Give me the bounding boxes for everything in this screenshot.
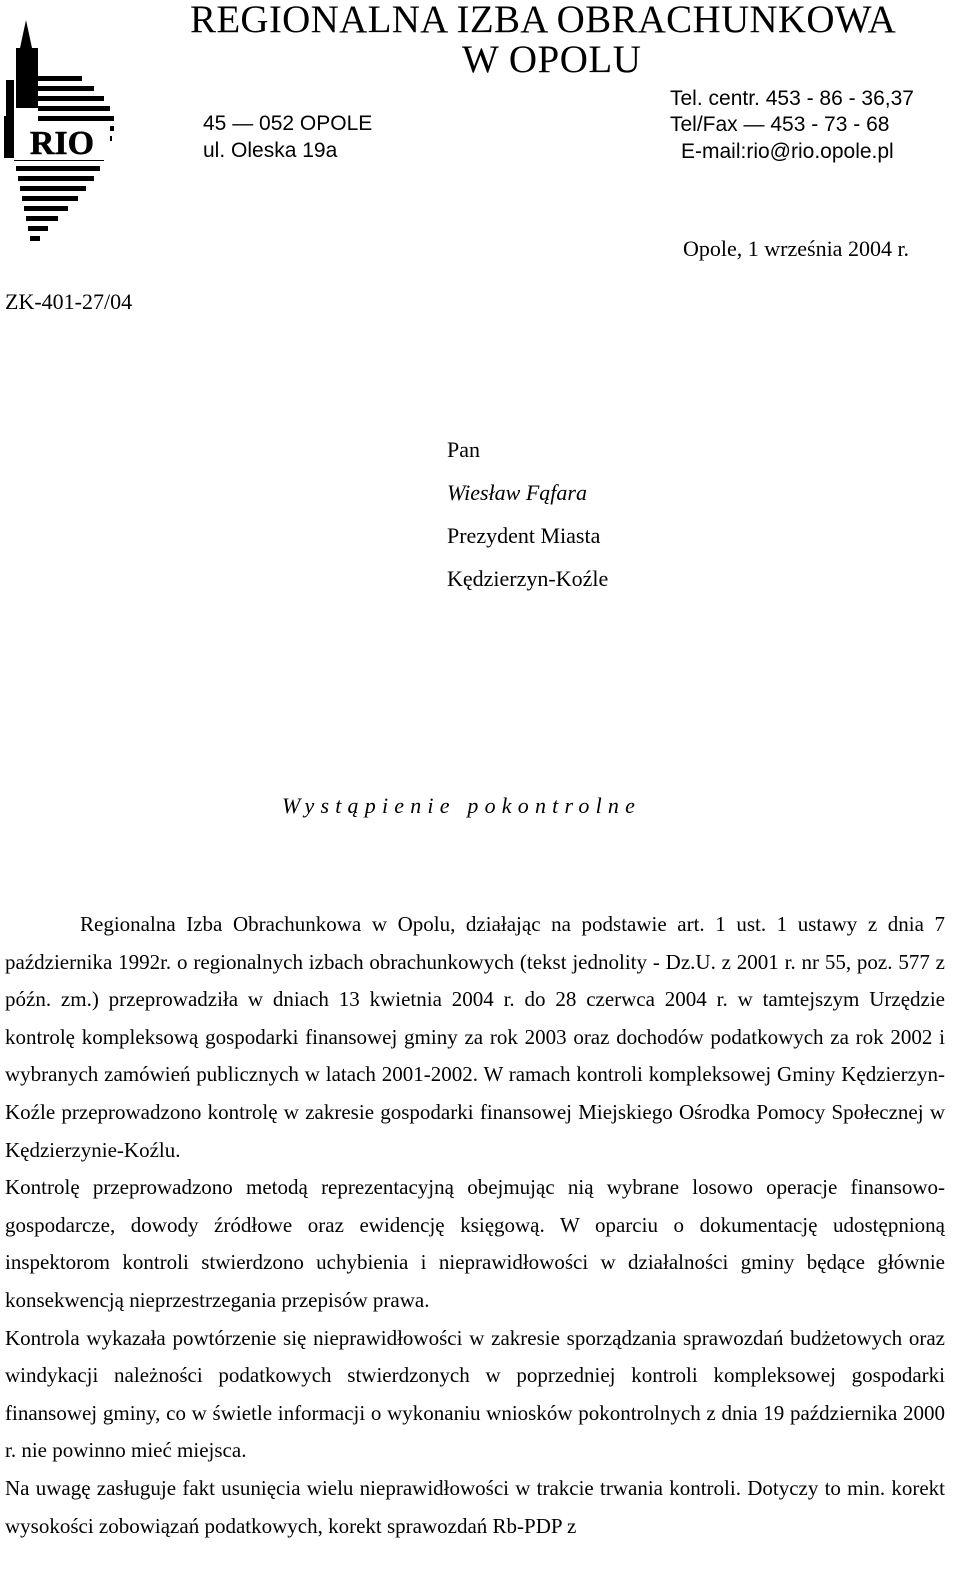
date-line: Opole, 1 września 2004 r. [683,236,910,261]
logo-text: RIO [29,125,95,162]
rio-logo [4,20,116,250]
org-name-line2: W OPOLU [462,38,642,81]
phone-central: Tel. centr. 453 - 86 - 36,37 [670,87,914,110]
street-address: ul. Oleska 19a [203,139,338,162]
logo-tower [16,48,38,108]
reference-number: ZK-401-27/04 [5,289,133,314]
addressee-salutation: Pan [447,437,480,462]
body-paragraph-2: Kontrolę przeprowadzono metodą reprezentacyjną obejmując nią wybrane losowo operacje finansowo-gospodarcze, dowody źródłowe oraz ewidencję księgową. W oparciu o dokumentację udostępnioną inspektorom kontroli stwierdzono uchybienia i nieprawidłowości w działalności gminy będące głównie konsekwencją nieprzestrzegania przepisów prawa. [5,1175,945,1312]
phone-fax: Tel/Fax — 453 - 73 - 68 [670,113,890,136]
body-paragraph-1: Regionalna Izba Obrachunkowa w Opolu, działając na podstawie art. 1 ust. 1 ustawy z dnia 7 października 1992r. o regionalnych izbach obrachunkowych (tekst jednolity - Dz.U. z 2001 r. nr 55, poz. 577 z późn. zm.) przeprowadziła w dniach 13 kwietnia 2004 r. do 28 czerwca 2004 r. w tamtejszym Urzędzie kontrolę kompleksową gospodarki finansowej gminy za rok 2003 oraz dochodów podatkowych za rok 2002 i wybranych zamówień publicznych w latach 2001-2002. W ramach kontroli kompleksowej Gminy Kędzierzyn-Koźle przeprowadzono kontrolę w zakresie gospodarki finansowej Miejskiego Ośrodka Pomocy Społecznej w Kędzierzynie-Koźlu. [5,912,945,1162]
addressee-name: Wiesław Fąfara [447,480,587,505]
logo-spire [20,20,32,48]
addressee-position: Prezydent Miasta [447,523,601,548]
email-address: E-mail:rio@rio.opole.pl [681,140,894,163]
document-title: Wystąpienie pokontrolne [282,793,642,818]
letter-body [5,906,945,1545]
addressee-city: Kędzierzyn-Koźle [447,566,609,591]
body-paragraph-4: Na uwagę zasługuje fakt usunięcia wielu nieprawidłowości w trakcie trwania kontroli. Dotyczy to min. korekt wysokości zobowiązań podatkowych, korekt sprawozdań Rb-PDP z [5,1475,945,1538]
org-name-line1: REGIONALNA IZBA OBRACHUNKOWA [190,0,897,41]
postal-code: 45 — 052 OPOLE [203,112,373,135]
body-paragraph-3: Kontrola wykazała powtórzenie się nieprawidłowości w zakresie sporządzania sprawozdań budżetowych oraz windykacji należności podatkowych stwierdzonych w poprzedniej kontroli kompleksowej gospodarki finansowej gminy, co w świetle informacji o wykonaniu wniosków pokontrolnych z dnia 19 października 2000 r. nie powinno mieć miejsca. [5,1325,945,1463]
